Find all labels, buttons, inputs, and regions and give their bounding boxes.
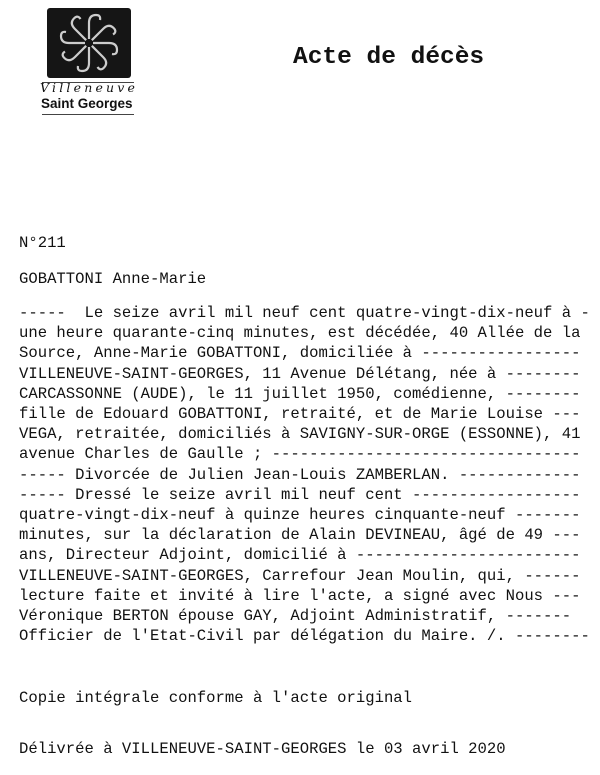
document-title: Acte de décès xyxy=(293,44,485,71)
city-logo xyxy=(47,8,131,78)
body-line: lecture faite et invité à lire l'acte, a signé avec Nous --- xyxy=(19,586,581,605)
body-line: ----- Le seize avril mil neuf cent quatre-vingt-dix-neuf à - xyxy=(19,304,590,322)
act-body xyxy=(19,303,590,646)
footer xyxy=(19,656,506,775)
body-line: VEGA, retraitée, domiciliés à SAVIGNY-SUR-ORGE (ESSONNE), 41 xyxy=(19,425,581,444)
body-line: Véronique BERTON épouse GAY, Adjoint Administratif, ------- xyxy=(19,607,572,626)
body-line: ----- Divorcée de Julien Jean-Louis ZAMBERLAN. ------------- xyxy=(19,465,581,484)
deceased-name: GOBATTONI Anne-Marie xyxy=(19,270,207,288)
body-line: minutes, sur la déclaration de Alain DEVINEAU, âgé de 49 --- xyxy=(19,526,581,545)
body-line: VILLENEUVE-SAINT-GEORGES, 11 Avenue Délétang, née à -------- xyxy=(19,364,581,383)
footer-certification: Copie intégrale conforme à l'acte original xyxy=(19,689,413,707)
body-line: CARCASSONNE (AUDE), le 11 juillet 1950, comédienne, -------- xyxy=(19,384,581,403)
logo-text-saint-georges: Saint Georges xyxy=(41,96,133,111)
star-emblem-icon xyxy=(47,8,131,78)
body-line: Officier de l'Etat-Civil par délégation du Maire. /. -------- xyxy=(19,627,590,646)
body-line: une heure quarante-cinq minutes, est décédée, 40 Allée de la xyxy=(19,324,581,343)
logo-text-villeneuve: Villeneuve xyxy=(40,80,139,95)
logo-divider xyxy=(42,114,134,115)
body-line: ----- Dressé le seize avril mil neuf cent ------------------ xyxy=(19,485,581,504)
body-line: Source, Anne-Marie GOBATTONI, domiciliée à ----------------- xyxy=(19,344,581,363)
body-line: avenue Charles de Gaulle ; --------------------------------- xyxy=(19,445,581,464)
act-number: N°211 xyxy=(19,234,66,252)
body-line: ans, Directeur Adjoint, domicilié à ------------------------ xyxy=(19,546,581,565)
body-line: VILLENEUVE-SAINT-GEORGES, Carrefour Jean Moulin, qui, ------ xyxy=(19,566,581,585)
footer-delivery: Délivrée à VILLENEUVE-SAINT-GEORGES le 03 avril 2020 xyxy=(19,740,506,758)
body-line: quatre-vingt-dix-neuf à quinze heures cinquante-neuf ------- xyxy=(19,506,581,525)
body-line: fille de Edouard GOBATTONI, retraité, et de Marie Louise --- xyxy=(19,405,581,424)
